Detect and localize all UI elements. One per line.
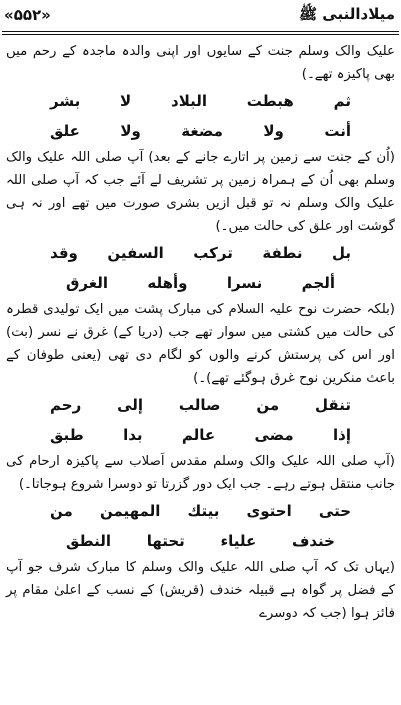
verse-word: تحتها <box>146 532 185 550</box>
verse-line <box>6 116 395 146</box>
verse-word: هبطت <box>246 92 294 110</box>
verse-word: إلى <box>117 396 144 414</box>
verse-word: الغرق <box>66 274 108 292</box>
verse-word: تنقل <box>315 396 351 414</box>
verse-word: عالم <box>181 426 216 444</box>
verse-line <box>6 420 395 450</box>
verse-word: بيتك <box>187 502 220 520</box>
verse-word: السفين <box>107 244 164 262</box>
header-rule-secondary <box>2 34 399 35</box>
verse-word: بل <box>331 244 351 262</box>
verse-line <box>6 496 395 526</box>
verse-line <box>6 86 395 116</box>
prose-paragraph: (اُن کے جنت سے زمین پر اتارے جانے کے بعد) آپ صلی اللہ علیک والک وسلم بھی اُن کے ہمراہ زمین پر تشریف لے آئے جب کہ آپ صلی اللہ علیک والک وسلم نہ تو قبل ازیں بشری صورت میں تھے اور نہ ہی گوشت اور علق کی حالت میں۔) <box>6 150 395 234</box>
verse-line <box>6 526 395 556</box>
verse-word: من <box>50 502 73 520</box>
prose-paragraph: (یہاں تک کہ آپ صلی اللہ علیک والک وسلم کا مبارک شرف جو آپ کے فضل پر گواہ ہے قبیلہ خندف (قریش) کے نسب کے اعلیٰ مقام پر فائز ہوا (جب کہ دوسرے <box>6 560 395 621</box>
page-header <box>0 0 401 38</box>
verse-line <box>6 268 395 298</box>
page-number: «۵۵۲» <box>4 6 51 24</box>
prose-paragraph: علیک والک وسلم جنت کے سایوں اور اپنی والدہ ماجدہ کے رحم میں بھی پاکیزہ تھے۔) <box>6 44 395 82</box>
prose-paragraph: (آپ صلی اللہ علیک والک وسلم مقدس اَصلاب سے پاکیزہ ارحام کی جانب منتقل ہوتے رہے۔ جب ایک دور گزرتا تو دوسرا شروع ہوجاتا۔) <box>6 454 395 492</box>
verse-word: بشر <box>50 92 81 110</box>
verse-word: ولا <box>263 122 284 140</box>
prose-paragraph: (بلکہ حضرت نوح علیہ السلام کی مبارک پشت میں ایک تولیدی قطرہ کی حالت میں کشتی میں سوار تھے جب (دریا کے) غرق نے نسر (بت) اور اس کی پرستش کرنے والوں کو لگام دی تھی (یعنی طوفان کے باعث منکرین نوح غرق ہوگئے تھے)۔) <box>6 302 395 386</box>
verse-line <box>6 238 395 268</box>
verse-word: أنت <box>324 122 351 140</box>
verse-word: احتوى <box>246 502 292 520</box>
verse-word: البلاد <box>171 92 207 110</box>
verse-word: بدا <box>123 426 143 444</box>
verse-word: ألجم <box>301 274 335 292</box>
page-body <box>6 40 395 625</box>
verse-word: تركب <box>193 244 233 262</box>
verse-word: صالب <box>178 396 221 414</box>
verse-word: حتى <box>318 502 351 520</box>
verse-word: وأهله <box>147 274 188 292</box>
verse-word: علق <box>50 122 80 140</box>
verse-word: نسرا <box>226 274 263 292</box>
verse-word: من <box>256 396 280 414</box>
verse-word: رحم <box>50 396 82 414</box>
verse-word: نطفة <box>262 244 303 262</box>
verse-word: طبق <box>50 426 84 444</box>
verse-line <box>6 390 395 420</box>
verse-word: مضغة <box>181 122 223 140</box>
verse-word: النطق <box>66 532 112 550</box>
verse-word: خندف <box>291 532 335 550</box>
header-rule <box>2 31 399 32</box>
verse-word: إذا <box>333 426 351 444</box>
verse-word: المهيمن <box>99 502 161 520</box>
verse-word: ثم <box>333 92 351 110</box>
verse-word: وقد <box>50 244 78 262</box>
running-title: میلادالنبی ﷺ <box>298 5 395 23</box>
verse-word: مضى <box>254 426 294 444</box>
verse-word: علياء <box>220 532 257 550</box>
verse-word: لا <box>120 92 132 110</box>
verse-word: ولا <box>120 122 141 140</box>
